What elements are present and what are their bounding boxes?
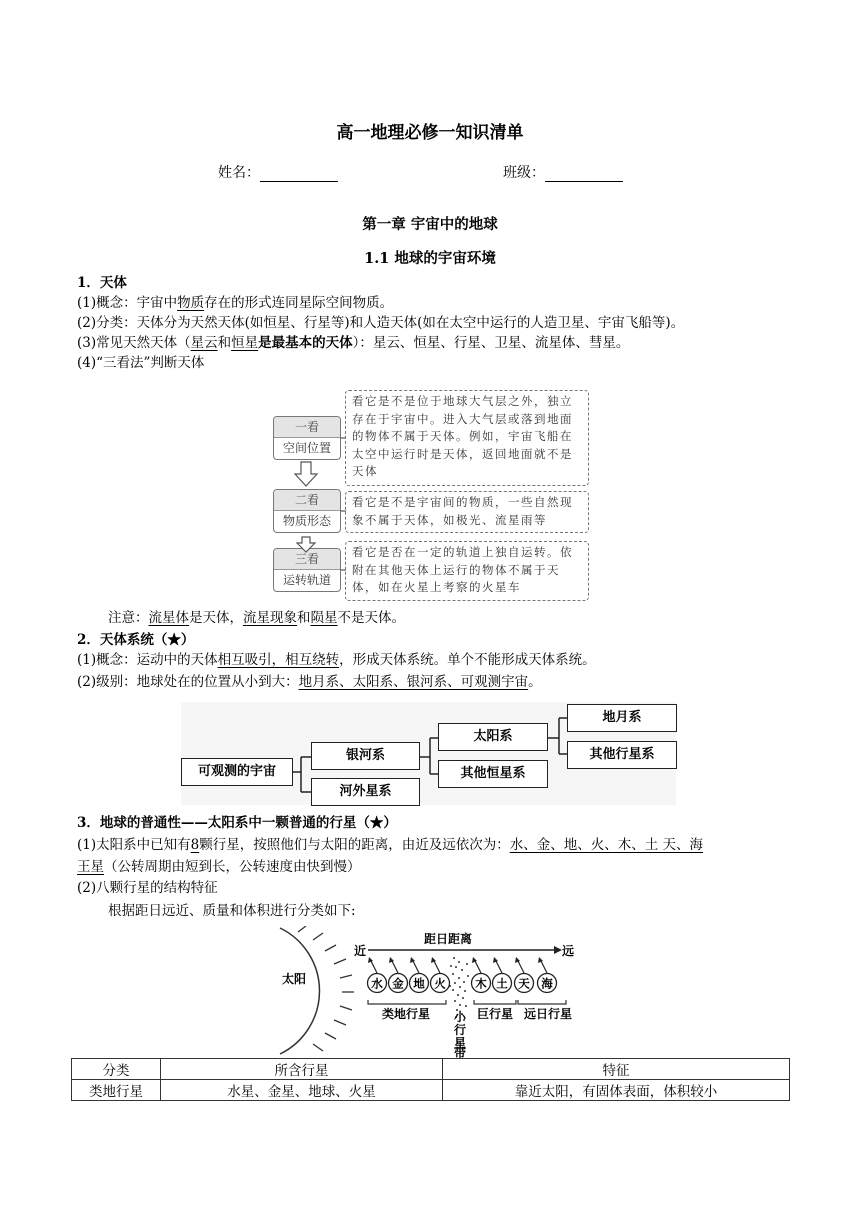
class-blank	[545, 167, 623, 182]
table-cell: 靠近太阳，有固体表面，体积较小	[443, 1080, 790, 1101]
text: (1)太阳系中已知有	[77, 837, 191, 853]
s3-line1	[77, 835, 703, 855]
class-field	[503, 162, 623, 182]
text: 注意：	[108, 610, 149, 626]
s1-note	[108, 608, 405, 628]
table-header: 所含行星	[161, 1059, 443, 1080]
s1-line4: (4)“三看法”判断天体	[77, 355, 205, 371]
outer-label: 远日行星	[524, 1007, 573, 1021]
underlined-term: 8	[190, 837, 200, 853]
box-earth-moon: 地月系	[567, 704, 677, 732]
orbit-arrow-icon	[413, 961, 419, 973]
planets-figure	[270, 926, 600, 1058]
document-title: 高一地理必修一知识清单	[336, 123, 524, 143]
look-3-label: 运转轨道	[282, 573, 331, 587]
class-label: 班级：	[503, 165, 545, 181]
name-blank	[260, 167, 338, 182]
table-row	[72, 1080, 790, 1101]
far-label: 远	[562, 944, 575, 958]
sun-label: 太阳	[282, 972, 307, 986]
planet-label: 海	[541, 976, 553, 991]
underlined-term: 物质	[177, 295, 205, 311]
distance-label: 距日距离	[424, 932, 473, 946]
orbit-arrow-icon	[518, 961, 524, 973]
planet-classification-table	[71, 1058, 790, 1101]
arrow-head-icon	[493, 957, 498, 963]
orbit-arrow-icon	[392, 961, 398, 973]
text: 是天体，	[189, 610, 243, 626]
text: 和	[297, 610, 311, 626]
down-arrow-icon	[295, 462, 317, 486]
text: 和	[217, 335, 232, 351]
terrestrial-label: 类地行星	[382, 1007, 431, 1021]
group-brackets	[368, 1000, 566, 1004]
look-2-step: 二看	[274, 490, 340, 511]
box-solar-system: 太阳系	[438, 723, 548, 751]
text: 存在的形式连同星际空间物质。	[204, 295, 394, 311]
name-field	[218, 162, 338, 182]
underlined-term: 王星	[77, 859, 104, 875]
box-other-planets: 其他行星系	[567, 741, 677, 769]
arrow-head-icon	[472, 957, 477, 963]
text: ，形成天体系统。单个不能形成天体系统。	[339, 652, 596, 668]
s2-heading: 2．天体系统（★）	[77, 632, 195, 648]
belt-label-3: 星	[454, 1036, 467, 1050]
table-header: 分类	[72, 1059, 161, 1080]
underlined-term: 地月系、太阳系、银河系、可观测宇宙	[298, 674, 529, 690]
s3-line2: (2)八颗行星的结构特征	[77, 880, 218, 896]
look-2-text: 看它是不是宇宙间的物质，一些自然现象不属于天体，如极光、流星雨等	[345, 491, 589, 533]
look-3-text: 看它是否在一定的轨道上独自运转。依附在其他天体上运行的物体不属于天体，如在火星上考察的火星车	[345, 541, 589, 601]
planet-label: 土	[496, 976, 508, 991]
bold-term: 是最基本的天体	[258, 335, 353, 351]
arrow-head-icon	[431, 957, 436, 963]
text: (1)概念：宇宙中	[77, 295, 178, 311]
s3-line3: 根据距日远近、质量和体积进行分类如下:	[108, 903, 356, 919]
arrow-head-icon	[368, 957, 373, 963]
underlined-term: 水、金、地、火、木、土 天、海	[509, 837, 704, 853]
look-2-label: 物质形态	[282, 514, 331, 528]
belt-label-1: 小	[454, 1010, 467, 1024]
text: （公转周期由短到长，公转速度由快到慢）	[104, 859, 361, 875]
giant-label: 巨行星	[477, 1007, 514, 1021]
planet-label: 天	[518, 976, 530, 991]
table-header-row	[72, 1059, 790, 1080]
text: (1)概念：运动中的天体	[77, 652, 218, 668]
arrow-head-icon	[538, 957, 543, 963]
s3-heading: 3．地球的普通性——太阳系中一颗普通的行星（★）	[77, 815, 397, 831]
name-label: 姓名：	[218, 165, 260, 181]
text: (2)级别：地球处在的位置从小到大：	[77, 674, 299, 690]
text: ）：星云、恒星、行星、卫星、流星体、彗星。	[352, 335, 630, 351]
underlined-term: 流星现象	[243, 610, 297, 626]
text: (3)常见天然天体（	[77, 335, 191, 351]
table-header: 特征	[443, 1059, 790, 1080]
near-label: 近	[354, 944, 367, 958]
underlined-term: 星云	[190, 335, 218, 351]
s2-line1	[77, 650, 596, 670]
s2-line2	[77, 672, 542, 692]
orbit-arrow-icon	[371, 961, 377, 973]
flow-connectors	[270, 410, 350, 600]
box-milky-way: 银河系	[311, 742, 420, 770]
arrow-head-icon	[389, 957, 394, 963]
text: 不是天体。	[337, 610, 405, 626]
planet-label: 火	[434, 976, 446, 991]
planet-circles	[368, 957, 557, 993]
box-other-stars: 其他恒星系	[438, 760, 548, 788]
box-observable-universe: 可观测的宇宙	[181, 758, 293, 786]
planet-label: 金	[392, 976, 404, 991]
belt-label-2: 行	[454, 1023, 467, 1037]
underlined-term: 相互吸引，相互绕转	[217, 652, 340, 668]
look-3-step: 三看	[274, 549, 340, 570]
down-arrow-icon	[297, 537, 315, 552]
s1-line2: (2)分类：天体分为天然天体(如恒星、行星等)和人造天体(如在太空中运行的人造卫星、宇宙飞船等)。	[77, 315, 685, 331]
text: 。	[528, 674, 542, 690]
table-cell: 水星、金星、地球、火星	[161, 1080, 443, 1101]
box-extragalactic: 河外星系	[311, 778, 420, 806]
belt-label-4: 带	[454, 1046, 467, 1058]
orbit-arrow-icon	[475, 961, 481, 973]
s1-line1	[77, 293, 393, 313]
look-1-step: 一看	[274, 417, 340, 438]
s3-line1-cont	[77, 857, 361, 877]
text: 颗行星，按照他们与太阳的距离，由近及远依次为：	[199, 837, 510, 853]
underlined-term: 流星体	[148, 610, 189, 626]
arrow-head-icon	[410, 957, 415, 963]
orbit-arrow-icon	[541, 961, 547, 973]
look-1-label: 空间位置	[282, 441, 331, 455]
table-cell: 类地行星	[72, 1080, 161, 1101]
s1-line3	[77, 333, 629, 353]
chapter-title: 第一章 宇宙中的地球	[362, 216, 498, 233]
arrow-right-icon	[554, 946, 562, 954]
planet-label: 地	[413, 976, 425, 991]
planet-label: 水	[371, 976, 383, 991]
underlined-term: 陨星	[310, 610, 338, 626]
section-title: 1.1 地球的宇宙环境	[364, 250, 496, 267]
s1-heading: 1．天体	[77, 275, 127, 291]
orbit-arrow-icon	[496, 961, 502, 973]
arrow-head-icon	[515, 957, 520, 963]
underlined-term: 恒星	[231, 335, 259, 351]
sun-arc	[280, 928, 319, 1054]
orbit-arrow-icon	[434, 961, 440, 973]
look-1-text: 看它是不是位于地球大气层之外，独立存在于宇宙中。进入大气层或落到地面的物体不属于天体。例如，宇宙飞船在太空中运行时是天体，返回地面就不是天体	[345, 390, 589, 486]
planet-label: 木	[475, 976, 487, 991]
